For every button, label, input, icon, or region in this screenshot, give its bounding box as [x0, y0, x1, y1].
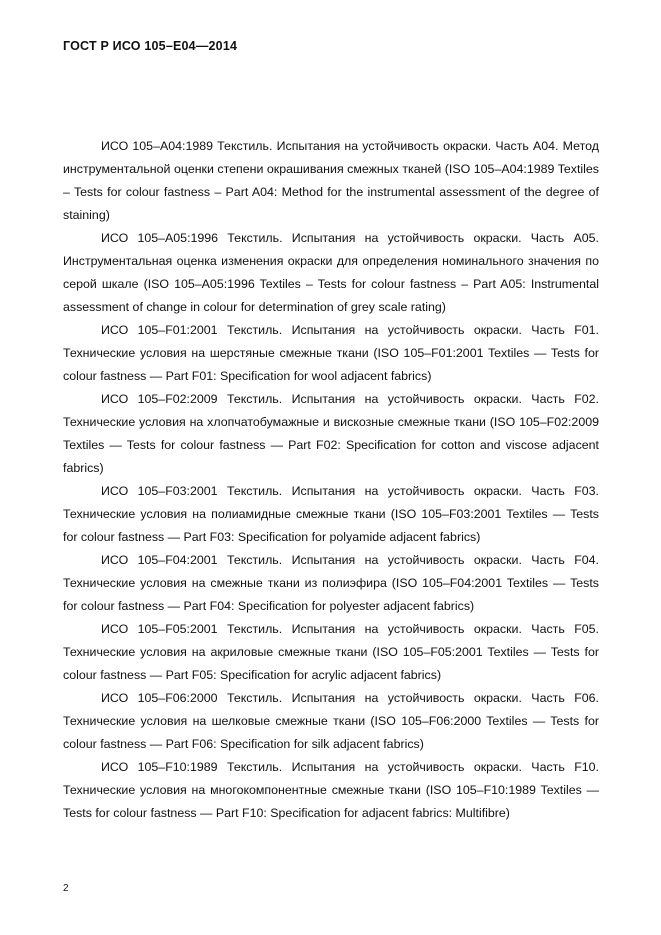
- reference-item: ИСО 105–F05:2001 Текстиль. Испытания на устойчивость окраски. Часть F05. Технические условия на акриловые смежные ткани (ISO 105–F05:2001 Textiles — Tests for colour fastness — Part F05: Specification for acrylic adjacent fabrics): [63, 622, 599, 682]
- reference-item: ИСО 105–F02:2009 Текстиль. Испытания на устойчивость окраски. Часть F02. Технические условия на хлопчатобумажные и вискозные смежные ткани (ISO 105–F02:2009 Textiles — Tests for colour fastness — Part F02: Specification for cotton and viscose adjacent fabrics): [63, 392, 599, 475]
- reference-item: ИСО 105–F04:2001 Текстиль. Испытания на устойчивость окраски. Часть F04. Технические условия на смежные ткани из полиэфира (ISO 105–F04:2001 Textiles — Tests for colour fastness — Part F04: Specification for polyester adjacent fabrics): [63, 553, 599, 613]
- reference-item: ИСО 105–F03:2001 Текстиль. Испытания на устойчивость окраски. Часть F03. Технические условия на полиамидные смежные ткани (ISO 105–F03:2001 Textiles — Tests for colour fastness — Part F03: Specification for polyamide adjacent fabrics): [63, 484, 599, 544]
- reference-item: ИСО 105–F01:2001 Текстиль. Испытания на устойчивость окраски. Часть F01. Технические условия на шерстяные смежные ткани (ISO 105–F01:2001 Textiles — Tests for colour fastness — Part F01: Specification for wool adjacent fabrics): [63, 323, 599, 383]
- reference-item: ИСО 105–A05:1996 Текстиль. Испытания на устойчивость окраски. Часть A05. Инструментальная оценка изменения окраски для определения номинального значения по серой шкале (ISO 105–A05:1996 Textiles – Tests for colour fastness – Part A05: Instrumental assessment of change in colour for determination of grey scale rating): [63, 231, 599, 314]
- references-list: [63, 135, 599, 825]
- page-number: 2: [63, 883, 69, 894]
- document-header: ГОСТ Р ИСО 105–E04—2014: [63, 39, 238, 53]
- reference-item: ИСО 105–F10:1989 Текстиль. Испытания на устойчивость окраски. Часть F10. Технические условия на многокомпонентные смежные ткани (ISO 105–F10:1989 Textiles — Tests for colour fastness — Part F10: Specification for adjacent fabrics: Multifibre): [63, 760, 599, 820]
- reference-item: ИСО 105–F06:2000 Текстиль. Испытания на устойчивость окраски. Часть F06. Технические условия на шелковые смежные ткани (ISO 105–F06:2000 Textiles — Tests for colour fastness — Part F06: Specification for silk adjacent fabrics): [63, 691, 599, 751]
- reference-item: ИСО 105–A04:1989 Текстиль. Испытания на устойчивость окраски. Часть A04. Метод инструментальной оценки степени окрашивания смежных тканей (ISO 105–A04:1989 Textiles – Tests for colour fastness – Part A04: Method for the instrumental assessment of the degree of staining): [63, 139, 599, 222]
